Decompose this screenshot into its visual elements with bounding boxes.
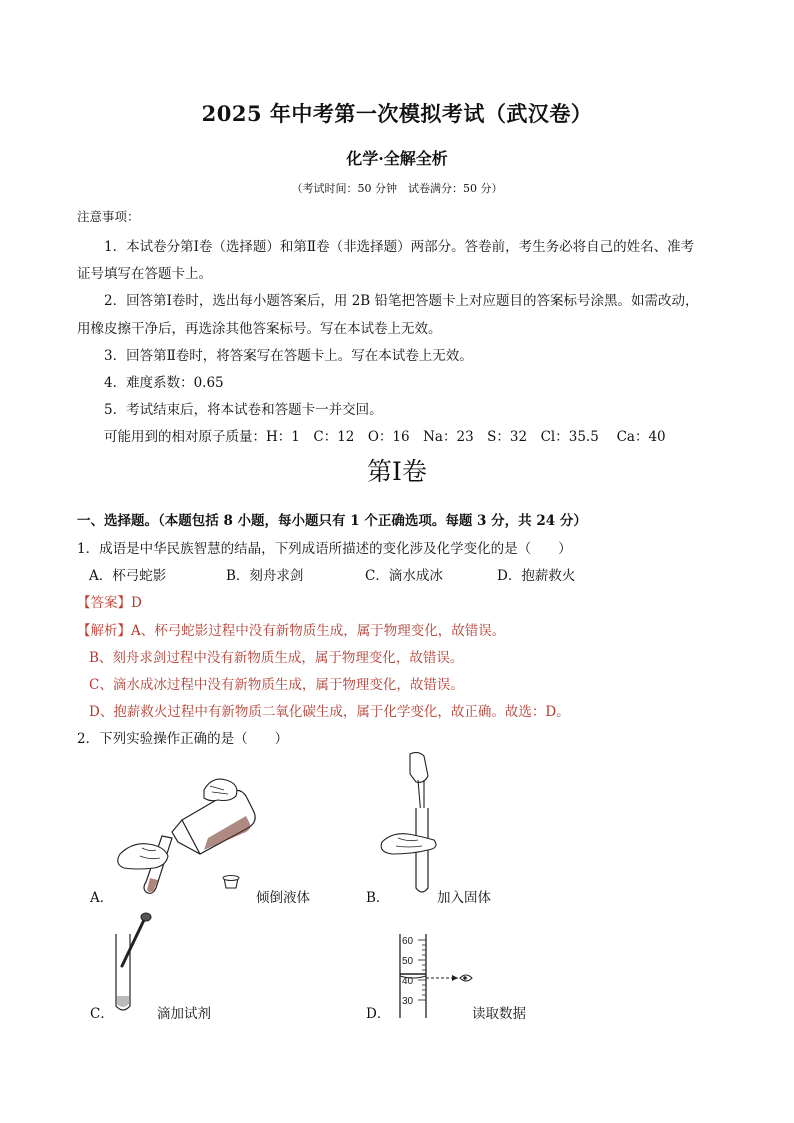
- q2-option-a-caption: 倾倒液体: [256, 890, 310, 906]
- atomic-mass-line: 可能用到的相对原子质量：H：1 C：12 O：16 Na：23 S：32 Cl：35.5 Ca：40: [104, 429, 666, 445]
- note-item-1b: 证号填写在答题卡上。: [77, 266, 212, 282]
- answer-tag: 【答案】: [77, 595, 131, 611]
- q1-analysis-2: B、刻舟求剑过程中没有新物质生成，属于物理变化，故错误。: [89, 650, 464, 666]
- q1-analysis-4: D、抱薪救火过程中有新物质二氧化碳生成，属于化学变化，故正确。故选：D。: [89, 704, 570, 720]
- adding-solid-illustration: [378, 750, 468, 900]
- note-item-2b: 用橡皮擦干净后，再选涂其他答案标号。写在本试卷上无效。: [77, 321, 442, 337]
- reading-cylinder-illustration: [392, 930, 482, 1020]
- q1-option-d: D．抱薪救火: [497, 568, 576, 584]
- tick-label-40: 40: [402, 976, 414, 987]
- q2-option-b-letter: B．: [366, 890, 390, 906]
- exam-subtitle: 化学·全解全析: [346, 149, 448, 168]
- note-item-3: 3．回答第Ⅱ卷时，将答案写在答题卡上。写在本试卷上无效。: [104, 348, 473, 364]
- section-heading: 一、选择题。（本题包括 8 小题，每小题只有 1 个正确选项。每题 3 分，共 24 分）: [77, 513, 587, 529]
- exam-title: 2025 年中考第一次模拟考试（武汉卷）: [201, 101, 593, 126]
- q1-analysis-1: [77, 619, 505, 639]
- note-item-5: 5．考试结束后，将本试卷和答题卡一并交回。: [104, 402, 383, 418]
- note-item-4: 4．难度系数：0.65: [104, 375, 224, 391]
- q2-option-d-letter: D．: [366, 1006, 391, 1022]
- q1-stem: 1．成语是中华民族智慧的结晶，下列成语所描述的变化涉及化学变化的是（ ）: [77, 541, 572, 557]
- q2-option-c-caption: 滴加试剂: [157, 1006, 211, 1022]
- pouring-liquid-illustration: [112, 772, 262, 900]
- notes-heading: 注意事项：: [77, 209, 140, 224]
- exam-meta: （考试时间：50 分钟 试卷满分：50 分）: [291, 182, 503, 195]
- note-item-1a: 1．本试卷分第Ⅰ卷（选择题）和第Ⅱ卷（非选择题）两部分。答卷前，考生务必将自己的姓名、准考: [104, 239, 695, 255]
- note-item-2a: 2．回答第Ⅰ卷时，选出每小题答案后，用 2B 铅笔把答题卡上对应题目的答案标号涂黑。如需改动，: [104, 293, 699, 309]
- q1-analysis-3: C、滴水成冰过程中没有新物质生成，属于物理变化，故错误。: [89, 677, 464, 693]
- tick-label-50: 50: [402, 956, 414, 967]
- q1-answer: [77, 591, 142, 611]
- dropping-reagent-illustration: [108, 910, 158, 1020]
- answer-value: D: [131, 595, 142, 611]
- tick-label-30: 30: [402, 996, 414, 1007]
- q2-option-b-caption: 加入固体: [437, 890, 491, 906]
- volume-heading: 第Ⅰ卷: [367, 457, 427, 486]
- q2-option-a-letter: A．: [90, 890, 114, 906]
- tick-label-60: 60: [402, 936, 414, 947]
- q2-option-c-letter: C．: [90, 1006, 114, 1022]
- q1-option-b: B．刻舟求剑: [226, 568, 304, 584]
- analysis-tag: 【解析】: [77, 623, 131, 639]
- q1-option-c: C．滴水成冰: [365, 568, 443, 584]
- q2-stem: 2．下列实验操作正确的是（ ）: [77, 731, 289, 747]
- analysis-text: A、杯弓蛇影过程中没有新物质生成，属于物理变化，故错误。: [131, 623, 506, 639]
- q2-option-d-caption: 读取数据: [472, 1006, 526, 1022]
- q1-option-a: A．杯弓蛇影: [89, 568, 167, 584]
